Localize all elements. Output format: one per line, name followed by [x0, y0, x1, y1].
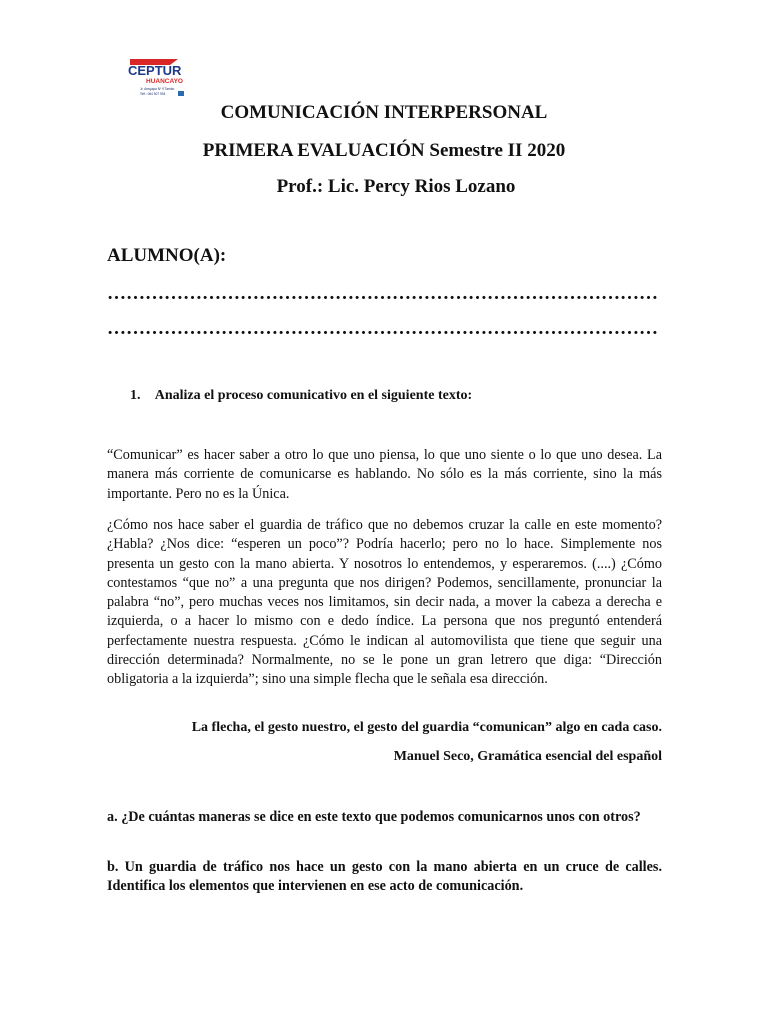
question-1-number: 1. [130, 388, 141, 403]
question-1-text: Analiza el proceso comunicativo en el siguiente texto: [154, 388, 473, 403]
institution-logo [108, 45, 201, 102]
ceptur-logo-graphic [108, 45, 201, 102]
evaluation-subtitle: PRIMERA EVALUACIÓN Semestre II 2020 [202, 140, 566, 161]
professor-line: Prof.: Lic. Percy Rios Lozano [276, 176, 516, 197]
page-title: COMUNICACIÓN INTERPERSONAL [220, 102, 548, 123]
reading-paragraph-2: ¿Cómo nos hace saber el guardia de tráfico que no debemos cruzar la calle en este momento? ¿Habla? ¿Nos dice: “esperen un poco”? Podría hacerlo; pero no lo hace. Simplemente nos presenta un gesto con la mano abierta. Y nosotros lo entendemos, y esperaremos. (....) ¿Cómo contestamos “que no” a una pregunta que nos dirigen? Podemos, sencillamente, pronunciar la palabra “no”, pero muchas veces nos limitamos, sin decir nada, a mover la cabeza a derecha e izquierda, o a hacer lo mismo con e dedo índice. La persona que nos preguntó entenderá perfectamente nuestra respuesta. ¿Cómo le indican al automovilista que tiene que seguir una dirección determinada? Normalmente, no se le pone un gran letrero que diga: “Dirección obligatoria a la izquierda”; sino una simple flecha que le señala esa dirección. [107, 517, 662, 688]
reading-citation: Manuel Seco, Gramática esencial del español [393, 749, 662, 764]
question-a: a. ¿De cuántas maneras se dice en este texto que podemos comunicarnos unos con otros? [107, 809, 641, 825]
student-name-line-2: …………………………………………………………………………… [107, 318, 658, 339]
question-b: b. Un guardia de tráfico nos hace un gesto con la mano abierta en un cruce de calles. Identifica los elementos que intervienen en ese acto de comunicación. [107, 859, 662, 894]
student-label: ALUMNO(A): [107, 245, 227, 266]
logo-brand-text: CEPTUR [128, 63, 182, 78]
logo-sub-text: HUANCAYO [146, 78, 183, 85]
logo-small-badge-icon [178, 91, 184, 96]
student-name-line-1: …………………………………………………………………………… [107, 283, 658, 304]
logo-phone-text: Telf.: 064 507 994 [140, 92, 166, 96]
reading-paragraph-1: “Comunicar” es hacer saber a otro lo que uno piensa, lo que uno siente o lo que uno desea. La manera más corriente de comunicarse es hablando. No sólo es la más corriente, sino la más importante. Pero no es la Única. [107, 447, 662, 502]
question-1 [130, 388, 472, 404]
reading-conclusion: La flecha, el gesto nuestro, el gesto del guardia “comunican” algo en cada caso. [191, 720, 662, 735]
logo-address-text: Jr. Arequipa Nº 9 Tambo [140, 87, 175, 91]
